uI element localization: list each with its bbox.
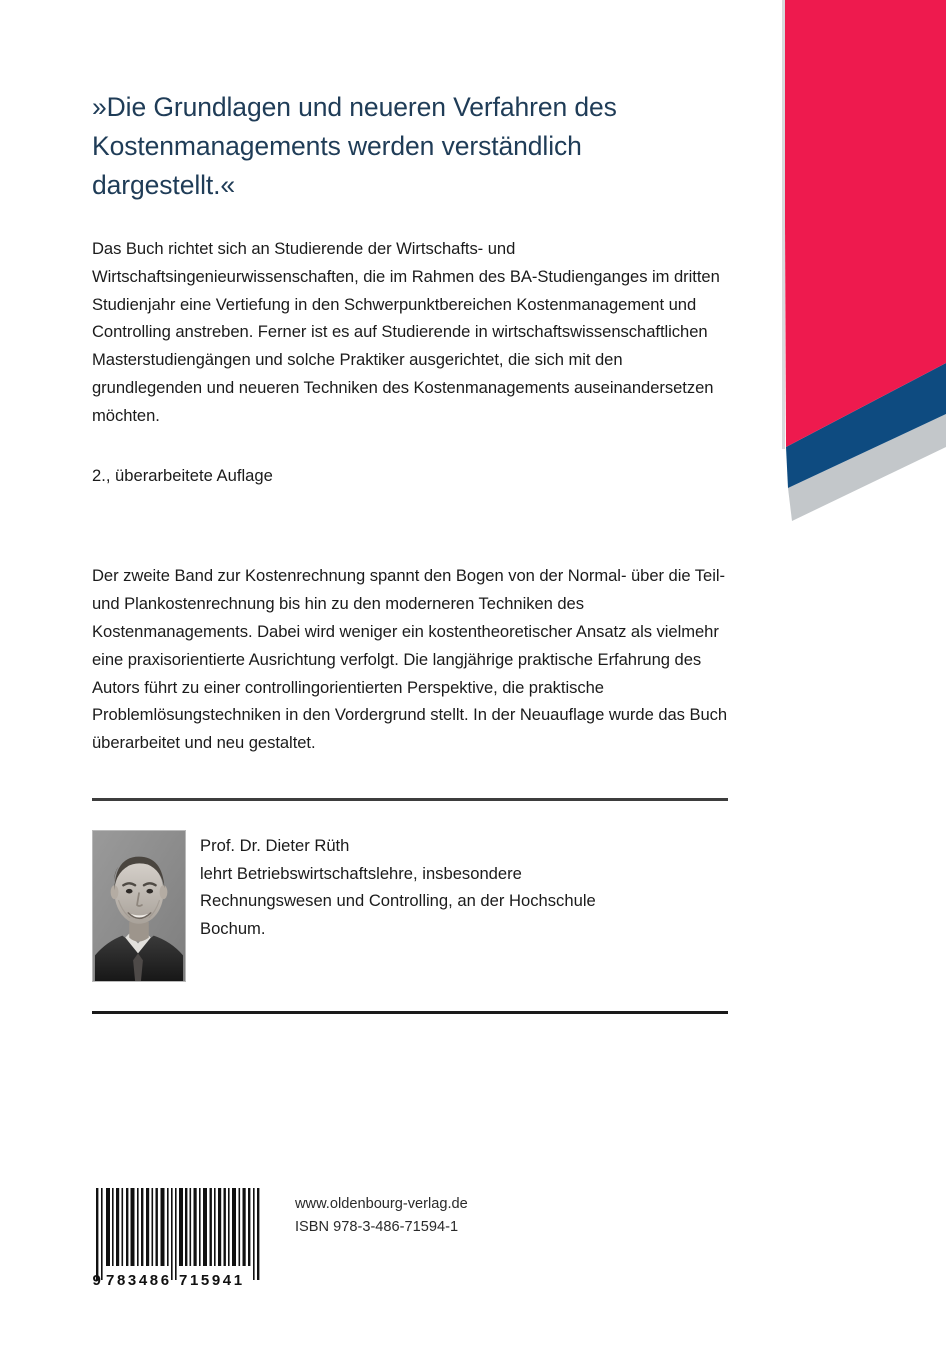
isbn-barcode [92, 1186, 264, 1286]
author-portrait [92, 830, 186, 982]
edition-statement: 2., überarbeitete Auflage [92, 465, 273, 485]
author-bio-line-2: Rechnungswesen und Controlling, an der Hochschule [200, 891, 596, 911]
page-title: »Die Grundlagen und neueren Verfahren des Kostenmanagements werden verständlich dargestellt.« [92, 92, 617, 200]
footer [92, 1186, 728, 1286]
banner-blue-stripe [786, 363, 946, 488]
banner-pink-field [784, 0, 946, 447]
barcode-digits-mid: 783486 [106, 1272, 172, 1286]
barcode-digits-right: 715941 [179, 1272, 245, 1286]
barcode-digit-left: 9 [92, 1272, 101, 1286]
back-cover-content [92, 0, 728, 1014]
intro-paragraph: Das Buch richtet sich an Studierende der Wirtschafts- und Wirtschaftsingenieurwissenschaften, die im Rahmen des BA-Studienganges im dritten Studienjahr eine Vertiefung in den Schwerpunktbereichen Kostenmanagement und Controlling anstreben. Ferner ist es auf Studierende in wirtschaftswissenschaftlichen Masterstudiengängen und solche Praktiker ausgerichtet, die sich mit den grundlegenden und neueren Techniken des Kostenmanagements auseinandersetzen möchten. [92, 239, 720, 425]
author-bio-line-1: lehrt Betriebswirtschaftslehre, insbesondere [200, 863, 522, 883]
description-paragraph: Der zweite Band zur Kostenrechnung spannt den Bogen von der Normal- über die Teil- und Plankostenrechnung bis hin zu den moderneren Techniken des Kostenmanagements. Dabei wird weniger ein kostentheoretischer Ansatz als vielmehr eine praxisorientierte Ausrichtung verfolgt. Die langjährige praktische Erfahrung des Autors führt zu einer controllingorientierten Perspektive, die praktische Problemlösungstechniken in den Vordergrund stellt. In der Neuauflage wurde das Buch überarbeitet und neu gestaltet. [92, 566, 728, 753]
author-block [92, 801, 728, 1011]
divider-bottom [92, 1011, 728, 1014]
publisher-website[interactable]: www.oldenbourg-verlag.de [295, 1196, 468, 1212]
banner-spine-shadow [782, 0, 785, 449]
isbn-text: ISBN 978-3-486-71594-1 [295, 1219, 459, 1235]
author-bio-line-3: Bochum. [200, 918, 266, 938]
banner-gray-stripe [788, 414, 946, 521]
author-name: Prof. Dr. Dieter Rüth [200, 835, 350, 855]
corner-banner-graphic [774, 0, 946, 522]
publisher-info [295, 1186, 468, 1239]
author-details [200, 830, 596, 942]
